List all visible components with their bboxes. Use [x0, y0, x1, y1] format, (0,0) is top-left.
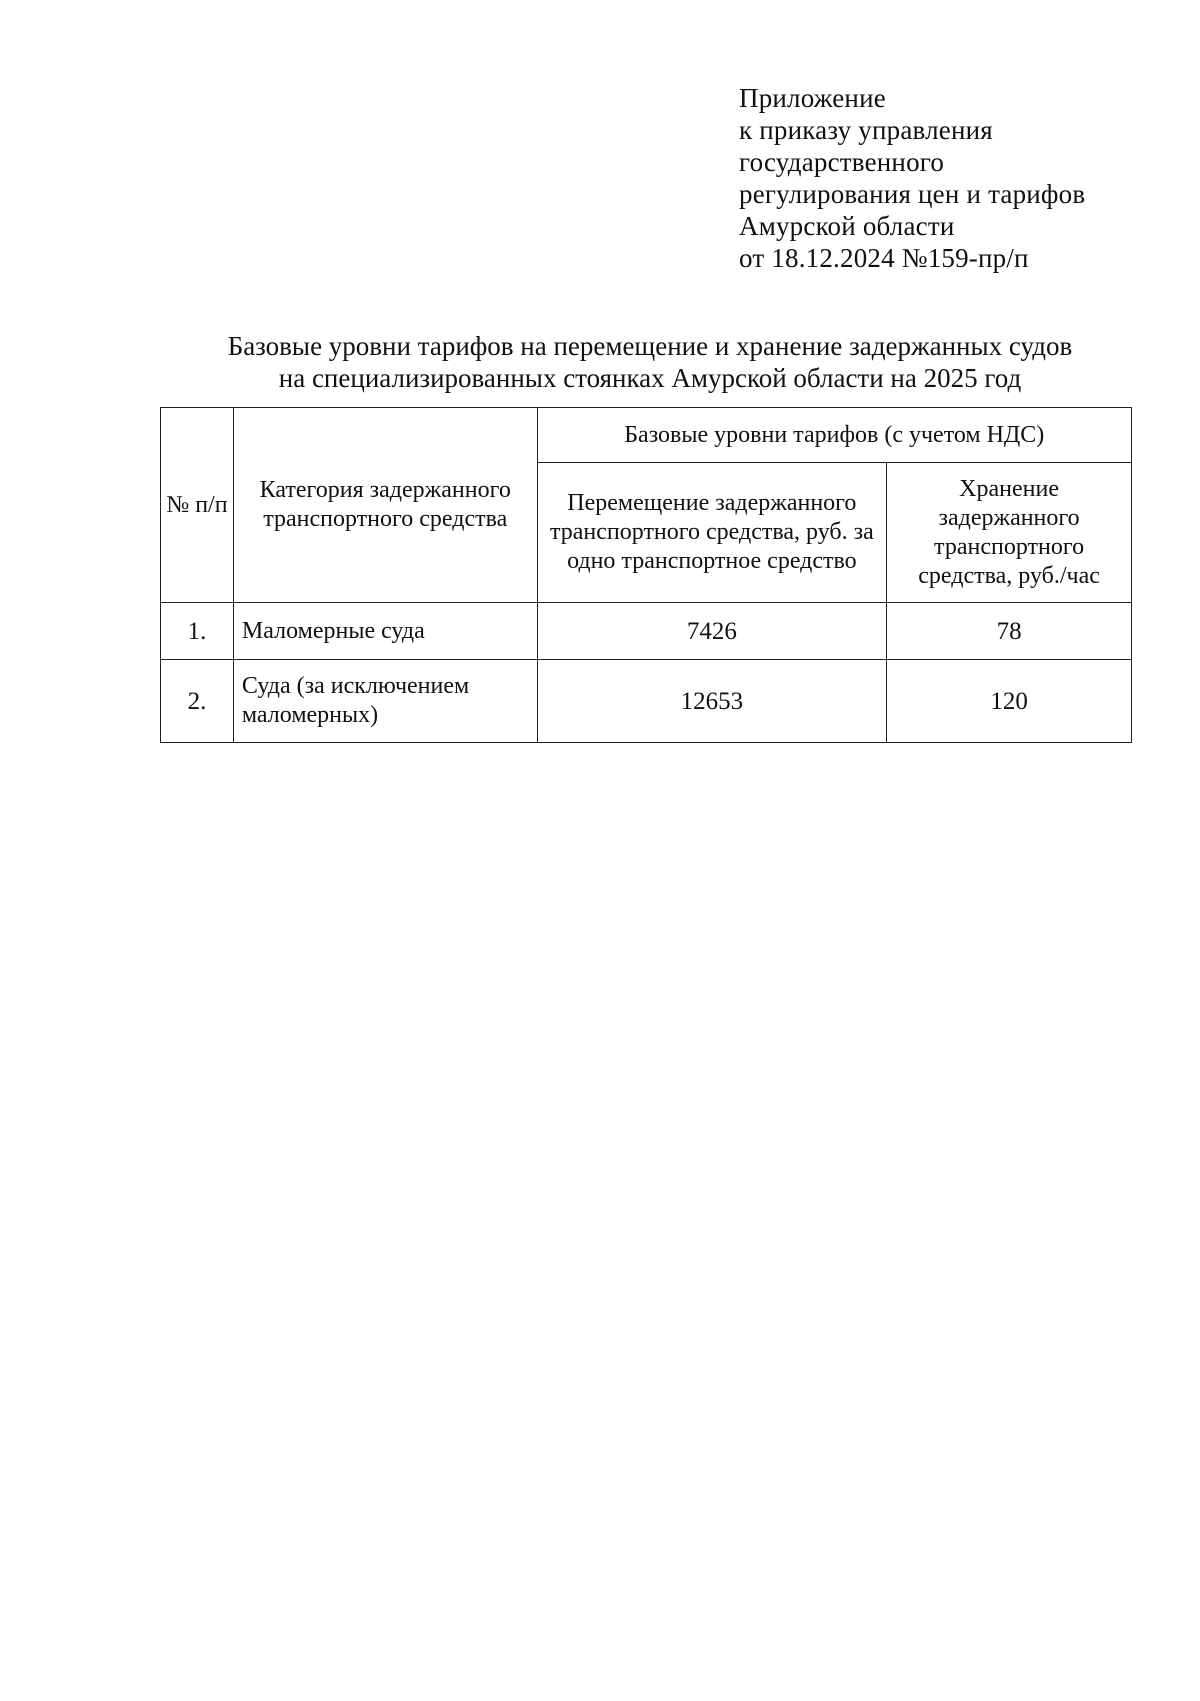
appendix-line: регулирования цен и тарифов [739, 179, 1086, 209]
header-category: Категория задержанного транспортного средства [233, 408, 537, 603]
appendix-block [739, 82, 1085, 274]
appendix-line: от 18.12.2024 №159-пр/п [739, 243, 1029, 273]
row-storage-tariff: 120 [887, 660, 1132, 743]
document-title [150, 330, 1150, 394]
row-relocation-tariff: 12653 [537, 660, 887, 743]
appendix-line: к приказу управления [739, 115, 993, 145]
header-storage: Хранение задержанного транспортного средства, руб./час [887, 463, 1132, 603]
appendix-line: государственного [739, 147, 945, 177]
title-line-2: на специализированных стоянках Амурской области на 2025 год [278, 363, 1022, 393]
tariffs-table [160, 407, 1132, 743]
title-line-1: Базовые уровни тарифов на перемещение и хранение задержанных судов [227, 331, 1073, 361]
table-row [161, 660, 1132, 743]
row-category: Суда (за исключением маломерных) [233, 660, 537, 743]
table-row [161, 603, 1132, 660]
table-header-row [161, 408, 1132, 463]
row-relocation-tariff: 7426 [537, 603, 887, 660]
row-storage-tariff: 78 [887, 603, 1132, 660]
appendix-line: Амурской области [739, 211, 955, 241]
row-number: 2. [161, 660, 234, 743]
row-number: 1. [161, 603, 234, 660]
row-category: Маломерные суда [233, 603, 537, 660]
header-relocation: Перемещение задержанного транспортного средства, руб. за одно транспортное средство [537, 463, 887, 603]
header-tariff-group: Базовые уровни тарифов (с учетом НДС) [537, 408, 1131, 463]
appendix-line: Приложение [739, 83, 886, 113]
header-number: № п/п [161, 408, 234, 603]
